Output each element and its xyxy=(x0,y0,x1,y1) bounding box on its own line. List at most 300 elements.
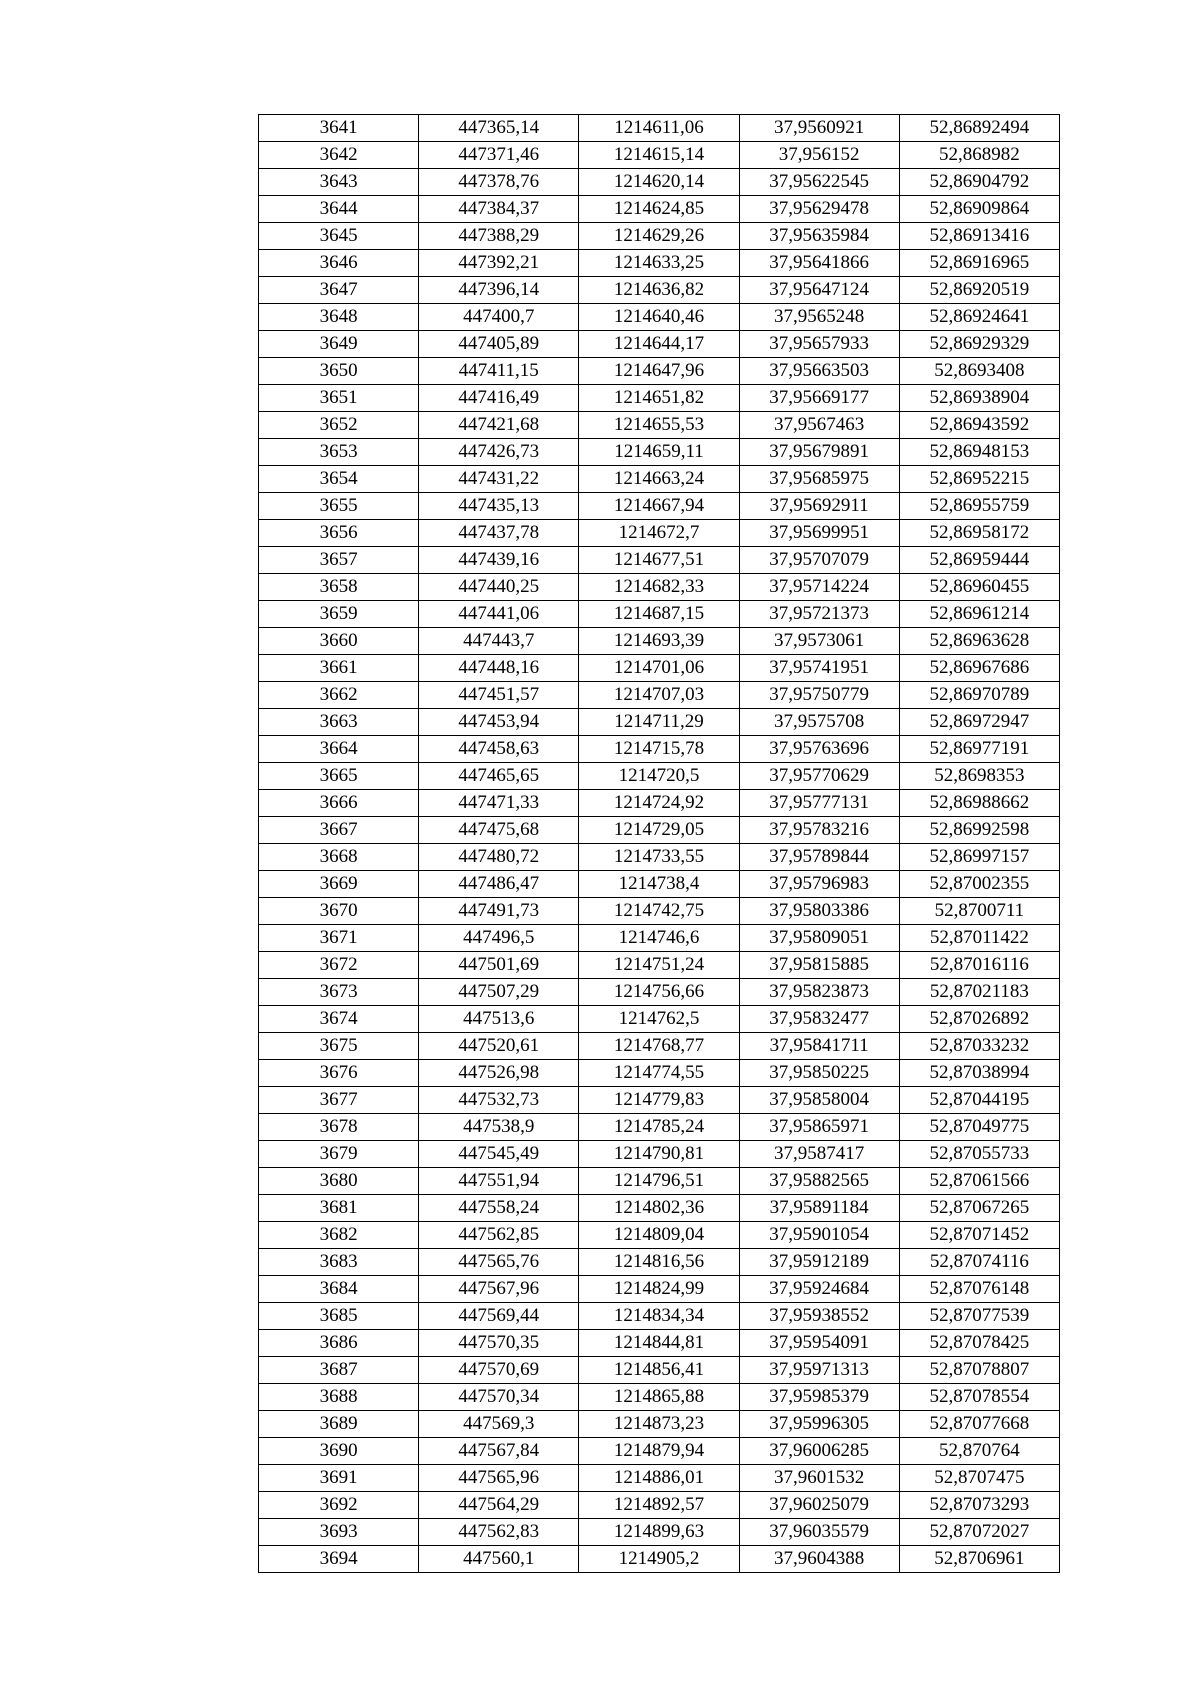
x-coordinate-cell: 447560,1 xyxy=(419,1546,579,1573)
table-row xyxy=(259,1492,1060,1519)
longitude-cell: 37,95815885 xyxy=(739,952,899,979)
latitude-cell: 52,8693408 xyxy=(899,358,1059,385)
longitude-cell: 37,96025079 xyxy=(739,1492,899,1519)
latitude-cell: 52,87073293 xyxy=(899,1492,1059,1519)
longitude-cell: 37,95789844 xyxy=(739,844,899,871)
table-row xyxy=(259,1222,1060,1249)
x-coordinate-cell: 447378,76 xyxy=(419,169,579,196)
table-row xyxy=(259,277,1060,304)
table-row xyxy=(259,844,1060,871)
table-row xyxy=(259,439,1060,466)
y-coordinate-cell: 1214865,88 xyxy=(579,1384,739,1411)
x-coordinate-cell: 447384,37 xyxy=(419,196,579,223)
y-coordinate-cell: 1214905,2 xyxy=(579,1546,739,1573)
y-coordinate-cell: 1214677,51 xyxy=(579,547,739,574)
x-coordinate-cell: 447569,44 xyxy=(419,1303,579,1330)
latitude-cell: 52,870764 xyxy=(899,1438,1059,1465)
table-row xyxy=(259,1303,1060,1330)
table-row xyxy=(259,520,1060,547)
x-coordinate-cell: 447558,24 xyxy=(419,1195,579,1222)
y-coordinate-cell: 1214711,29 xyxy=(579,709,739,736)
point-number-cell: 3641 xyxy=(259,115,419,142)
point-number-cell: 3646 xyxy=(259,250,419,277)
longitude-cell: 37,9601532 xyxy=(739,1465,899,1492)
point-number-cell: 3673 xyxy=(259,979,419,1006)
longitude-cell: 37,96035579 xyxy=(739,1519,899,1546)
y-coordinate-cell: 1214779,83 xyxy=(579,1087,739,1114)
point-number-cell: 3667 xyxy=(259,817,419,844)
latitude-cell: 52,8700711 xyxy=(899,898,1059,925)
y-coordinate-cell: 1214636,82 xyxy=(579,277,739,304)
table-row xyxy=(259,601,1060,628)
latitude-cell: 52,87011422 xyxy=(899,925,1059,952)
point-number-cell: 3681 xyxy=(259,1195,419,1222)
point-number-cell: 3675 xyxy=(259,1033,419,1060)
table-row xyxy=(259,1465,1060,1492)
latitude-cell: 52,86997157 xyxy=(899,844,1059,871)
x-coordinate-cell: 447526,98 xyxy=(419,1060,579,1087)
latitude-cell: 52,86958172 xyxy=(899,520,1059,547)
x-coordinate-cell: 447562,85 xyxy=(419,1222,579,1249)
x-coordinate-cell: 447392,21 xyxy=(419,250,579,277)
latitude-cell: 52,86938904 xyxy=(899,385,1059,412)
longitude-cell: 37,95938552 xyxy=(739,1303,899,1330)
latitude-cell: 52,87078554 xyxy=(899,1384,1059,1411)
longitude-cell: 37,95901054 xyxy=(739,1222,899,1249)
x-coordinate-cell: 447570,34 xyxy=(419,1384,579,1411)
longitude-cell: 37,95841711 xyxy=(739,1033,899,1060)
longitude-cell: 37,9575708 xyxy=(739,709,899,736)
latitude-cell: 52,86920519 xyxy=(899,277,1059,304)
x-coordinate-cell: 447567,84 xyxy=(419,1438,579,1465)
latitude-cell: 52,8698353 xyxy=(899,763,1059,790)
latitude-cell: 52,86916965 xyxy=(899,250,1059,277)
y-coordinate-cell: 1214742,75 xyxy=(579,898,739,925)
x-coordinate-cell: 447565,76 xyxy=(419,1249,579,1276)
point-number-cell: 3685 xyxy=(259,1303,419,1330)
longitude-cell: 37,95783216 xyxy=(739,817,899,844)
table-row xyxy=(259,655,1060,682)
longitude-cell: 37,95763696 xyxy=(739,736,899,763)
point-number-cell: 3662 xyxy=(259,682,419,709)
y-coordinate-cell: 1214733,55 xyxy=(579,844,739,871)
longitude-cell: 37,95954091 xyxy=(739,1330,899,1357)
x-coordinate-cell: 447551,94 xyxy=(419,1168,579,1195)
table-row xyxy=(259,682,1060,709)
point-number-cell: 3660 xyxy=(259,628,419,655)
x-coordinate-cell: 447453,94 xyxy=(419,709,579,736)
longitude-cell: 37,95858004 xyxy=(739,1087,899,1114)
table-row xyxy=(259,1060,1060,1087)
y-coordinate-cell: 1214655,53 xyxy=(579,412,739,439)
y-coordinate-cell: 1214715,78 xyxy=(579,736,739,763)
latitude-cell: 52,86913416 xyxy=(899,223,1059,250)
table-row xyxy=(259,250,1060,277)
point-number-cell: 3687 xyxy=(259,1357,419,1384)
x-coordinate-cell: 447520,61 xyxy=(419,1033,579,1060)
x-coordinate-cell: 447480,72 xyxy=(419,844,579,871)
y-coordinate-cell: 1214640,46 xyxy=(579,304,739,331)
point-number-cell: 3654 xyxy=(259,466,419,493)
point-number-cell: 3676 xyxy=(259,1060,419,1087)
point-number-cell: 3691 xyxy=(259,1465,419,1492)
x-coordinate-cell: 447458,63 xyxy=(419,736,579,763)
y-coordinate-cell: 1214682,33 xyxy=(579,574,739,601)
point-number-cell: 3651 xyxy=(259,385,419,412)
latitude-cell: 52,87078425 xyxy=(899,1330,1059,1357)
longitude-cell: 37,95770629 xyxy=(739,763,899,790)
longitude-cell: 37,95750779 xyxy=(739,682,899,709)
table-row xyxy=(259,547,1060,574)
table-row xyxy=(259,142,1060,169)
x-coordinate-cell: 447365,14 xyxy=(419,115,579,142)
x-coordinate-cell: 447545,49 xyxy=(419,1141,579,1168)
x-coordinate-cell: 447562,83 xyxy=(419,1519,579,1546)
y-coordinate-cell: 1214729,05 xyxy=(579,817,739,844)
x-coordinate-cell: 447441,06 xyxy=(419,601,579,628)
longitude-cell: 37,95823873 xyxy=(739,979,899,1006)
y-coordinate-cell: 1214899,63 xyxy=(579,1519,739,1546)
longitude-cell: 37,95699951 xyxy=(739,520,899,547)
point-number-cell: 3668 xyxy=(259,844,419,871)
table-row xyxy=(259,304,1060,331)
y-coordinate-cell: 1214768,77 xyxy=(579,1033,739,1060)
latitude-cell: 52,87074116 xyxy=(899,1249,1059,1276)
y-coordinate-cell: 1214796,51 xyxy=(579,1168,739,1195)
point-number-cell: 3682 xyxy=(259,1222,419,1249)
x-coordinate-cell: 447569,3 xyxy=(419,1411,579,1438)
y-coordinate-cell: 1214659,11 xyxy=(579,439,739,466)
latitude-cell: 52,86960455 xyxy=(899,574,1059,601)
y-coordinate-cell: 1214879,94 xyxy=(579,1438,739,1465)
y-coordinate-cell: 1214620,14 xyxy=(579,169,739,196)
y-coordinate-cell: 1214720,5 xyxy=(579,763,739,790)
longitude-cell: 37,95635984 xyxy=(739,223,899,250)
longitude-cell: 37,95692911 xyxy=(739,493,899,520)
x-coordinate-cell: 447471,33 xyxy=(419,790,579,817)
latitude-cell: 52,87077668 xyxy=(899,1411,1059,1438)
y-coordinate-cell: 1214647,96 xyxy=(579,358,739,385)
x-coordinate-cell: 447416,49 xyxy=(419,385,579,412)
latitude-cell: 52,86972947 xyxy=(899,709,1059,736)
table-row xyxy=(259,1330,1060,1357)
longitude-cell: 37,95669177 xyxy=(739,385,899,412)
longitude-cell: 37,95912189 xyxy=(739,1249,899,1276)
latitude-cell: 52,86963628 xyxy=(899,628,1059,655)
table-row xyxy=(259,871,1060,898)
y-coordinate-cell: 1214751,24 xyxy=(579,952,739,979)
point-number-cell: 3643 xyxy=(259,169,419,196)
x-coordinate-cell: 447570,69 xyxy=(419,1357,579,1384)
longitude-cell: 37,95809051 xyxy=(739,925,899,952)
longitude-cell: 37,95679891 xyxy=(739,439,899,466)
point-number-cell: 3649 xyxy=(259,331,419,358)
table-row xyxy=(259,1114,1060,1141)
table-row xyxy=(259,574,1060,601)
y-coordinate-cell: 1214746,6 xyxy=(579,925,739,952)
point-number-cell: 3694 xyxy=(259,1546,419,1573)
y-coordinate-cell: 1214667,94 xyxy=(579,493,739,520)
x-coordinate-cell: 447400,7 xyxy=(419,304,579,331)
x-coordinate-cell: 447431,22 xyxy=(419,466,579,493)
point-number-cell: 3656 xyxy=(259,520,419,547)
longitude-cell: 37,95865971 xyxy=(739,1114,899,1141)
latitude-cell: 52,8707475 xyxy=(899,1465,1059,1492)
longitude-cell: 37,9565248 xyxy=(739,304,899,331)
latitude-cell: 52,8706961 xyxy=(899,1546,1059,1573)
coordinates-table xyxy=(258,114,1060,1573)
table-row xyxy=(259,1249,1060,1276)
y-coordinate-cell: 1214762,5 xyxy=(579,1006,739,1033)
table-row xyxy=(259,196,1060,223)
table-row xyxy=(259,1141,1060,1168)
latitude-cell: 52,86952215 xyxy=(899,466,1059,493)
longitude-cell: 37,95657933 xyxy=(739,331,899,358)
latitude-cell: 52,86909864 xyxy=(899,196,1059,223)
longitude-cell: 37,95714224 xyxy=(739,574,899,601)
longitude-cell: 37,95707079 xyxy=(739,547,899,574)
x-coordinate-cell: 447440,25 xyxy=(419,574,579,601)
point-number-cell: 3693 xyxy=(259,1519,419,1546)
y-coordinate-cell: 1214802,36 xyxy=(579,1195,739,1222)
y-coordinate-cell: 1214844,81 xyxy=(579,1330,739,1357)
x-coordinate-cell: 447435,13 xyxy=(419,493,579,520)
x-coordinate-cell: 447439,16 xyxy=(419,547,579,574)
latitude-cell: 52,87055733 xyxy=(899,1141,1059,1168)
point-number-cell: 3645 xyxy=(259,223,419,250)
table-row xyxy=(259,466,1060,493)
table-row xyxy=(259,925,1060,952)
longitude-cell: 37,95803386 xyxy=(739,898,899,925)
y-coordinate-cell: 1214633,25 xyxy=(579,250,739,277)
point-number-cell: 3666 xyxy=(259,790,419,817)
y-coordinate-cell: 1214693,39 xyxy=(579,628,739,655)
x-coordinate-cell: 447451,57 xyxy=(419,682,579,709)
latitude-cell: 52,87067265 xyxy=(899,1195,1059,1222)
table-row xyxy=(259,1006,1060,1033)
longitude-cell: 37,95629478 xyxy=(739,196,899,223)
point-number-cell: 3683 xyxy=(259,1249,419,1276)
point-number-cell: 3665 xyxy=(259,763,419,790)
longitude-cell: 37,95647124 xyxy=(739,277,899,304)
x-coordinate-cell: 447421,68 xyxy=(419,412,579,439)
latitude-cell: 52,86924641 xyxy=(899,304,1059,331)
point-number-cell: 3659 xyxy=(259,601,419,628)
latitude-cell: 52,86904792 xyxy=(899,169,1059,196)
latitude-cell: 52,86929329 xyxy=(899,331,1059,358)
point-number-cell: 3692 xyxy=(259,1492,419,1519)
longitude-cell: 37,95891184 xyxy=(739,1195,899,1222)
point-number-cell: 3689 xyxy=(259,1411,419,1438)
y-coordinate-cell: 1214724,92 xyxy=(579,790,739,817)
latitude-cell: 52,87072027 xyxy=(899,1519,1059,1546)
y-coordinate-cell: 1214629,26 xyxy=(579,223,739,250)
table-row xyxy=(259,898,1060,925)
latitude-cell: 52,87033232 xyxy=(899,1033,1059,1060)
table-row xyxy=(259,709,1060,736)
table-row xyxy=(259,1087,1060,1114)
point-number-cell: 3686 xyxy=(259,1330,419,1357)
longitude-cell: 37,95777131 xyxy=(739,790,899,817)
point-number-cell: 3658 xyxy=(259,574,419,601)
point-number-cell: 3653 xyxy=(259,439,419,466)
latitude-cell: 52,87002355 xyxy=(899,871,1059,898)
point-number-cell: 3678 xyxy=(259,1114,419,1141)
point-number-cell: 3679 xyxy=(259,1141,419,1168)
x-coordinate-cell: 447570,35 xyxy=(419,1330,579,1357)
table-row xyxy=(259,790,1060,817)
point-number-cell: 3688 xyxy=(259,1384,419,1411)
point-number-cell: 3684 xyxy=(259,1276,419,1303)
longitude-cell: 37,95622545 xyxy=(739,169,899,196)
latitude-cell: 52,87044195 xyxy=(899,1087,1059,1114)
longitude-cell: 37,9604388 xyxy=(739,1546,899,1573)
x-coordinate-cell: 447411,15 xyxy=(419,358,579,385)
y-coordinate-cell: 1214672,7 xyxy=(579,520,739,547)
point-number-cell: 3671 xyxy=(259,925,419,952)
point-number-cell: 3661 xyxy=(259,655,419,682)
y-coordinate-cell: 1214738,4 xyxy=(579,871,739,898)
table-row xyxy=(259,1195,1060,1222)
longitude-cell: 37,95971313 xyxy=(739,1357,899,1384)
latitude-cell: 52,87076148 xyxy=(899,1276,1059,1303)
point-number-cell: 3657 xyxy=(259,547,419,574)
table-row xyxy=(259,1519,1060,1546)
table-row xyxy=(259,1168,1060,1195)
latitude-cell: 52,86892494 xyxy=(899,115,1059,142)
latitude-cell: 52,868982 xyxy=(899,142,1059,169)
longitude-cell: 37,9560921 xyxy=(739,115,899,142)
longitude-cell: 37,95721373 xyxy=(739,601,899,628)
y-coordinate-cell: 1214809,04 xyxy=(579,1222,739,1249)
latitude-cell: 52,86992598 xyxy=(899,817,1059,844)
longitude-cell: 37,9587417 xyxy=(739,1141,899,1168)
y-coordinate-cell: 1214790,81 xyxy=(579,1141,739,1168)
latitude-cell: 52,87016116 xyxy=(899,952,1059,979)
x-coordinate-cell: 447486,47 xyxy=(419,871,579,898)
latitude-cell: 52,87038994 xyxy=(899,1060,1059,1087)
point-number-cell: 3655 xyxy=(259,493,419,520)
x-coordinate-cell: 447496,5 xyxy=(419,925,579,952)
longitude-cell: 37,95832477 xyxy=(739,1006,899,1033)
point-number-cell: 3648 xyxy=(259,304,419,331)
y-coordinate-cell: 1214774,55 xyxy=(579,1060,739,1087)
longitude-cell: 37,95882565 xyxy=(739,1168,899,1195)
x-coordinate-cell: 447507,29 xyxy=(419,979,579,1006)
point-number-cell: 3690 xyxy=(259,1438,419,1465)
y-coordinate-cell: 1214856,41 xyxy=(579,1357,739,1384)
table-row xyxy=(259,385,1060,412)
y-coordinate-cell: 1214824,99 xyxy=(579,1276,739,1303)
table-row xyxy=(259,1438,1060,1465)
y-coordinate-cell: 1214892,57 xyxy=(579,1492,739,1519)
point-number-cell: 3650 xyxy=(259,358,419,385)
latitude-cell: 52,86943592 xyxy=(899,412,1059,439)
longitude-cell: 37,95850225 xyxy=(739,1060,899,1087)
x-coordinate-cell: 447448,16 xyxy=(419,655,579,682)
y-coordinate-cell: 1214624,85 xyxy=(579,196,739,223)
longitude-cell: 37,95663503 xyxy=(739,358,899,385)
longitude-cell: 37,95796983 xyxy=(739,871,899,898)
point-number-cell: 3677 xyxy=(259,1087,419,1114)
y-coordinate-cell: 1214701,06 xyxy=(579,655,739,682)
table-row xyxy=(259,358,1060,385)
point-number-cell: 3680 xyxy=(259,1168,419,1195)
table-row xyxy=(259,1384,1060,1411)
y-coordinate-cell: 1214834,34 xyxy=(579,1303,739,1330)
table-row xyxy=(259,412,1060,439)
y-coordinate-cell: 1214651,82 xyxy=(579,385,739,412)
y-coordinate-cell: 1214816,56 xyxy=(579,1249,739,1276)
table-row xyxy=(259,736,1060,763)
x-coordinate-cell: 447371,46 xyxy=(419,142,579,169)
table-row xyxy=(259,1411,1060,1438)
longitude-cell: 37,95996305 xyxy=(739,1411,899,1438)
point-number-cell: 3647 xyxy=(259,277,419,304)
latitude-cell: 52,86967686 xyxy=(899,655,1059,682)
longitude-cell: 37,95924684 xyxy=(739,1276,899,1303)
x-coordinate-cell: 447532,73 xyxy=(419,1087,579,1114)
table-row xyxy=(259,169,1060,196)
latitude-cell: 52,87026892 xyxy=(899,1006,1059,1033)
table-row xyxy=(259,1546,1060,1573)
latitude-cell: 52,87071452 xyxy=(899,1222,1059,1249)
latitude-cell: 52,87021183 xyxy=(899,979,1059,1006)
longitude-cell: 37,9567463 xyxy=(739,412,899,439)
y-coordinate-cell: 1214615,14 xyxy=(579,142,739,169)
table-row xyxy=(259,763,1060,790)
latitude-cell: 52,87078807 xyxy=(899,1357,1059,1384)
table-row xyxy=(259,331,1060,358)
point-number-cell: 3642 xyxy=(259,142,419,169)
y-coordinate-cell: 1214687,15 xyxy=(579,601,739,628)
y-coordinate-cell: 1214663,24 xyxy=(579,466,739,493)
longitude-cell: 37,95741951 xyxy=(739,655,899,682)
latitude-cell: 52,86988662 xyxy=(899,790,1059,817)
x-coordinate-cell: 447465,65 xyxy=(419,763,579,790)
latitude-cell: 52,86961214 xyxy=(899,601,1059,628)
latitude-cell: 52,86959444 xyxy=(899,547,1059,574)
point-number-cell: 3663 xyxy=(259,709,419,736)
point-number-cell: 3674 xyxy=(259,1006,419,1033)
y-coordinate-cell: 1214611,06 xyxy=(579,115,739,142)
x-coordinate-cell: 447513,6 xyxy=(419,1006,579,1033)
table-row xyxy=(259,115,1060,142)
x-coordinate-cell: 447475,68 xyxy=(419,817,579,844)
table-row xyxy=(259,1357,1060,1384)
table-row xyxy=(259,979,1060,1006)
y-coordinate-cell: 1214873,23 xyxy=(579,1411,739,1438)
table-row xyxy=(259,952,1060,979)
latitude-cell: 52,86970789 xyxy=(899,682,1059,709)
x-coordinate-cell: 447567,96 xyxy=(419,1276,579,1303)
point-number-cell: 3669 xyxy=(259,871,419,898)
x-coordinate-cell: 447405,89 xyxy=(419,331,579,358)
latitude-cell: 52,86977191 xyxy=(899,736,1059,763)
latitude-cell: 52,87049775 xyxy=(899,1114,1059,1141)
table-row xyxy=(259,223,1060,250)
table-row xyxy=(259,1033,1060,1060)
x-coordinate-cell: 447564,29 xyxy=(419,1492,579,1519)
point-number-cell: 3652 xyxy=(259,412,419,439)
x-coordinate-cell: 447388,29 xyxy=(419,223,579,250)
y-coordinate-cell: 1214785,24 xyxy=(579,1114,739,1141)
point-number-cell: 3644 xyxy=(259,196,419,223)
x-coordinate-cell: 447443,7 xyxy=(419,628,579,655)
y-coordinate-cell: 1214644,17 xyxy=(579,331,739,358)
y-coordinate-cell: 1214707,03 xyxy=(579,682,739,709)
table-row xyxy=(259,1276,1060,1303)
